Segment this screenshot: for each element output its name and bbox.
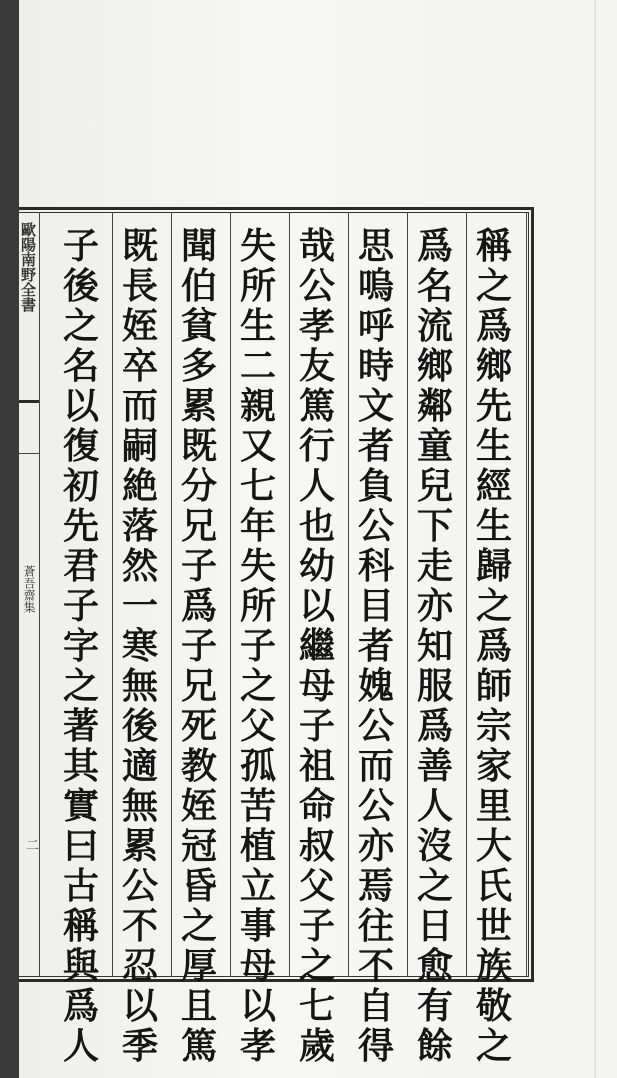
- margin-fish-tail: [19, 400, 39, 454]
- text-character: 所: [239, 265, 276, 307]
- text-character: 者: [357, 425, 394, 467]
- text-character: 之: [239, 665, 276, 707]
- text-character: 子: [298, 905, 335, 947]
- text-character: 子: [180, 545, 217, 587]
- text-character: 季: [121, 1025, 158, 1067]
- text-character: 之: [475, 265, 512, 307]
- margin-collection-title: 蒼吾齋集: [22, 565, 36, 613]
- text-character: 嗣: [121, 425, 158, 467]
- text-character: 生: [475, 505, 512, 547]
- text-character: 適: [121, 745, 158, 787]
- text-character: 以: [298, 585, 335, 627]
- text-character: 公: [298, 265, 335, 307]
- text-character: 昏: [180, 865, 217, 907]
- text-column: [233, 225, 283, 1067]
- text-character: 既: [121, 225, 158, 267]
- text-character: 不: [357, 945, 394, 987]
- text-character: 且: [180, 985, 217, 1027]
- text-character: 兄: [180, 505, 217, 547]
- text-character: 友: [298, 345, 335, 387]
- text-character: 卒: [121, 345, 158, 387]
- text-character: 復: [62, 425, 99, 467]
- text-character: 媿: [357, 665, 394, 707]
- text-character: 教: [180, 745, 217, 787]
- text-character: 有: [416, 985, 453, 1027]
- text-character: 以: [239, 985, 276, 1027]
- column-rule: [526, 212, 527, 977]
- text-character: 之: [180, 905, 217, 947]
- text-character: 兒: [416, 465, 453, 507]
- text-column: [351, 225, 401, 1067]
- text-character: 死: [180, 705, 217, 747]
- column-rule: [348, 212, 349, 977]
- text-character: 落: [121, 505, 158, 547]
- column-rule: [112, 212, 113, 977]
- text-character: 長: [121, 265, 158, 307]
- text-character: 歲: [298, 1025, 335, 1067]
- text-character: 後: [121, 705, 158, 747]
- text-character: 累: [180, 385, 217, 427]
- text-character: 子: [62, 225, 99, 267]
- text-character: 不: [121, 905, 158, 947]
- text-character: 往: [357, 905, 394, 947]
- text-character: 苦: [239, 785, 276, 827]
- text-character: 子: [62, 585, 99, 627]
- text-character: 也: [298, 505, 335, 547]
- text-character: 師: [475, 665, 512, 707]
- text-character: 年: [239, 505, 276, 547]
- text-character: 伯: [180, 265, 217, 307]
- text-character: 人: [62, 1025, 99, 1067]
- text-character: 人: [298, 465, 335, 507]
- text-character: 思: [357, 225, 394, 267]
- text-character: 所: [239, 585, 276, 627]
- text-character: 古: [62, 865, 99, 907]
- text-column: [292, 225, 342, 1067]
- text-character: 七: [239, 465, 276, 507]
- text-character: 呼: [357, 305, 394, 347]
- text-character: 孝: [239, 1025, 276, 1067]
- text-character: 生: [475, 425, 512, 467]
- column-rule: [466, 212, 467, 977]
- text-character: 植: [239, 825, 276, 867]
- column-rule: [230, 212, 231, 977]
- text-character: 焉: [357, 865, 394, 907]
- text-column: [174, 225, 224, 1067]
- text-character: 無: [121, 665, 158, 707]
- text-character: 科: [357, 545, 394, 587]
- text-character: 父: [298, 865, 335, 907]
- text-character: 大: [475, 825, 512, 867]
- text-character: 人: [416, 785, 453, 827]
- text-character: 族: [475, 945, 512, 987]
- text-character: 日: [416, 905, 453, 947]
- text-character: 文: [357, 385, 394, 427]
- text-character: 厚: [180, 945, 217, 987]
- margin-page-number: 二: [23, 838, 38, 851]
- text-character: 忍: [121, 945, 158, 987]
- text-character: 無: [121, 785, 158, 827]
- text-character: 爲: [416, 225, 453, 267]
- text-character: 命: [298, 785, 335, 827]
- text-character: 之: [62, 665, 99, 707]
- text-character: 童: [416, 425, 453, 467]
- text-character: 公: [357, 705, 394, 747]
- text-character: 祖: [298, 745, 335, 787]
- viewer-edge: [0, 0, 19, 1078]
- text-character: 經: [475, 465, 512, 507]
- text-character: 之: [416, 865, 453, 907]
- text-character: 曰: [62, 825, 99, 867]
- text-column: [410, 225, 460, 1067]
- text-character: 子: [239, 625, 276, 667]
- text-character: 與: [62, 945, 99, 987]
- text-character: 冠: [180, 825, 217, 867]
- column-rule: [289, 212, 290, 977]
- column-rule: [171, 212, 172, 977]
- text-character: 聞: [180, 225, 217, 267]
- text-character: 爲: [62, 985, 99, 1027]
- text-character: 母: [239, 945, 276, 987]
- text-character: 服: [416, 665, 453, 707]
- text-character: 負: [357, 465, 394, 507]
- text-character: 敬: [475, 985, 512, 1027]
- text-character: 姪: [121, 305, 158, 347]
- text-character: 兄: [180, 665, 217, 707]
- text-character: 一: [121, 585, 158, 627]
- text-character: 沒: [416, 825, 453, 867]
- text-character: 孝: [298, 305, 335, 347]
- text-character: 母: [298, 665, 335, 707]
- text-character: 里: [475, 785, 512, 827]
- text-column: [469, 225, 519, 1067]
- text-character: 流: [416, 305, 453, 347]
- text-character: 公: [357, 785, 394, 827]
- margin-book-title: 歐陽南野全書: [19, 222, 37, 312]
- text-character: 子: [180, 625, 217, 667]
- text-character: 公: [121, 865, 158, 907]
- text-character: 愈: [416, 945, 453, 987]
- text-character: 篤: [180, 1025, 217, 1067]
- text-character: 嗚: [357, 265, 394, 307]
- text-character: 世: [475, 905, 512, 947]
- text-character: 貧: [180, 305, 217, 347]
- text-character: 之: [62, 305, 99, 347]
- text-character: 之: [298, 945, 335, 987]
- text-character: 幼: [298, 545, 335, 587]
- text-character: 行: [298, 425, 335, 467]
- text-character: 時: [357, 345, 394, 387]
- text-character: 名: [416, 265, 453, 307]
- text-character: 得: [357, 1025, 394, 1067]
- text-character: 哉: [298, 225, 335, 267]
- text-character: 家: [475, 745, 512, 787]
- text-character: 字: [62, 625, 99, 667]
- text-character: 累: [121, 825, 158, 867]
- text-character: 叔: [298, 825, 335, 867]
- text-character: 絶: [121, 465, 158, 507]
- text-character: 二: [239, 345, 276, 387]
- text-character: 稱: [475, 225, 512, 267]
- text-character: 稱: [62, 905, 99, 947]
- text-character: 鄰: [416, 385, 453, 427]
- text-character: 著: [62, 705, 99, 747]
- column-rule: [407, 212, 408, 977]
- text-character: 亦: [357, 825, 394, 867]
- text-character: 而: [357, 745, 394, 787]
- text-character: 鄉: [475, 345, 512, 387]
- text-character: 先: [62, 505, 99, 547]
- text-character: 善: [416, 745, 453, 787]
- text-character: 親: [239, 385, 276, 427]
- text-character: 爲: [475, 305, 512, 347]
- text-character: 七: [298, 985, 335, 1027]
- text-character: 初: [62, 465, 99, 507]
- text-character: 爲: [180, 585, 217, 627]
- text-character: 走: [416, 545, 453, 587]
- text-character: 多: [180, 345, 217, 387]
- text-character: 實: [62, 785, 99, 827]
- text-character: 名: [62, 345, 99, 387]
- text-character: 篤: [298, 385, 335, 427]
- text-character: 寒: [121, 625, 158, 667]
- text-character: 孤: [239, 745, 276, 787]
- text-character: 以: [121, 985, 158, 1027]
- text-character: 後: [62, 265, 99, 307]
- text-character: 之: [475, 1025, 512, 1067]
- text-character: 失: [239, 225, 276, 267]
- text-character: 餘: [416, 1025, 453, 1067]
- text-character: 爲: [475, 625, 512, 667]
- text-character: 氏: [475, 865, 512, 907]
- text-character: 目: [357, 585, 394, 627]
- text-character: 爲: [416, 705, 453, 747]
- text-character: 歸: [475, 545, 512, 587]
- text-character: 自: [357, 985, 394, 1027]
- text-character: 繼: [298, 625, 335, 667]
- text-character: 公: [357, 505, 394, 547]
- text-character: 之: [475, 585, 512, 627]
- text-character: 者: [357, 625, 394, 667]
- text-character: 而: [121, 385, 158, 427]
- text-character: 下: [416, 505, 453, 547]
- text-character: 分: [180, 465, 217, 507]
- text-character: 又: [239, 425, 276, 467]
- text-character: 然: [121, 545, 158, 587]
- text-character: 君: [62, 545, 99, 587]
- text-character: 立: [239, 865, 276, 907]
- text-character: 知: [416, 625, 453, 667]
- text-character: 以: [62, 385, 99, 427]
- text-character: 先: [475, 385, 512, 427]
- text-character: 亦: [416, 585, 453, 627]
- text-character: 生: [239, 305, 276, 347]
- text-column: [56, 225, 106, 1067]
- page-fold-line: [594, 0, 596, 1078]
- text-character: 宗: [475, 705, 512, 747]
- text-character: 姪: [180, 785, 217, 827]
- text-character: 事: [239, 905, 276, 947]
- text-character: 其: [62, 745, 99, 787]
- text-character: 子: [298, 705, 335, 747]
- text-character: 失: [239, 545, 276, 587]
- text-character: 既: [180, 425, 217, 467]
- text-column: [115, 225, 165, 1067]
- text-character: 鄉: [416, 345, 453, 387]
- text-character: 父: [239, 705, 276, 747]
